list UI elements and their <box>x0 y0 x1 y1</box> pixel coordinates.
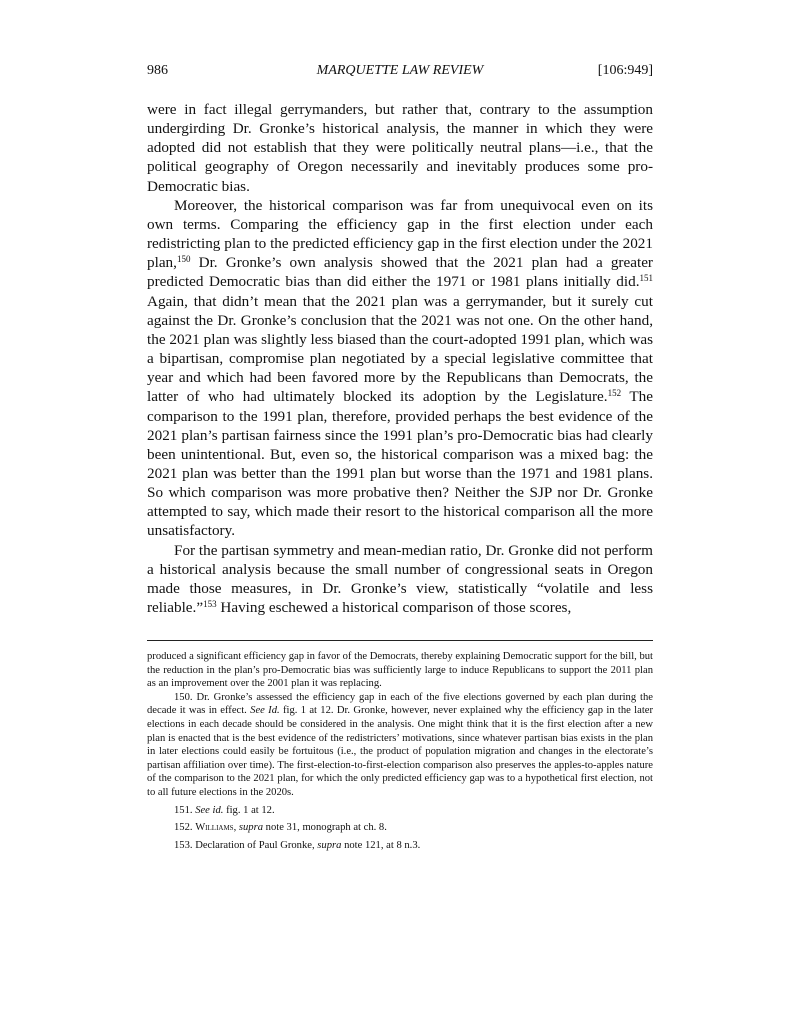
footnote-divider <box>147 640 653 641</box>
footnote-151-signal: See id. <box>195 804 224 816</box>
footnote-150 <box>147 691 653 800</box>
body-text <box>147 100 653 617</box>
paragraph-3-part-b: Having eschewed a historical comparison of those scores, <box>216 599 572 617</box>
footnote-ref-152[interactable]: 152 <box>607 388 622 399</box>
footnote-152-text: note 31, monograph at ch. 8. <box>263 822 387 834</box>
footnote-152-supra: supra <box>238 822 264 834</box>
paragraph-1: were in fact illegal gerrymanders, but rather that, contrary to the assumption undergirding Dr. Gronke’s historical analysis, the manner in which they were adopted did not establish that they were politically neutral plans—i.e., that the political geography of Oregon necessarily and inevitably produces some pro-Democratic bias. <box>147 101 653 195</box>
paragraph-2-part-b: Dr. Gronke’s own analysis showed that the 2021 plan had a greater predicted Democratic bias than did either the 1971 or 1981 plans initially did. <box>147 254 653 291</box>
footnote-151 <box>147 804 653 818</box>
paragraph-2-part-a: Moreover, the historical comparison was far from unequivocal even on its own terms. Comparing the efficiency gap in the first election under each redistricting plan to the predicted efficiency gap in the first election under the 2021 plan, <box>147 196 653 272</box>
footnote-152 <box>147 821 653 835</box>
footnote-151-number: 151. <box>174 804 196 816</box>
volume-citation: [106:949] <box>597 63 653 78</box>
footnote-153-supra: supra <box>317 839 342 851</box>
footnote-continuation: produced a significant efficiency gap in favor of the Democrats, thereby explaining Democratic support for the bill, but the reduction in the plan’s pro-Democratic bias was sufficiently large to induce Republicans to support the 2011 plan as an improvement over the 2001 plan it was replacing. <box>147 651 653 690</box>
paragraph-2-part-c: Again, that didn’t mean that the 2021 plan was a gerrymander, but it surely cut against the Dr. Gronke’s conclusion that the 2021 was not one. On the other hand, the 2021 plan was slightly less biased than the court-adopted 1991 plan, which was a bipartisan, compromise plan negotiated by a special legislative committee that year and which had been favored more by the Republicans than Democrats, the latter of who had ultimately blocked its adoption by the Legislature. <box>147 292 653 406</box>
footnote-150-signal: See Id. <box>250 705 280 717</box>
journal-title: MARQUETTE LAW REVIEW <box>316 63 484 78</box>
footnote-152-comma: , <box>233 822 239 834</box>
footnote-ref-153[interactable]: 153 <box>203 599 217 610</box>
footnote-152-number: 152. <box>174 822 196 834</box>
footnote-150-part-b: fig. 1 at 12. Dr. Gronke, however, never explained why the efficiency gap in the later elections in each decade should be considered in the analysis. One might think that it is the first election after a new plan is enacted that is the best evidence of the redistricters’ motivations, since whatever partisan bias exists in the plan in later elections could easily be fortuitous (i.e., the product of population migration and changes in the electorate’s partisan affiliation over time). The first-election-to-first-election comparison also preserves the apples-to-apples nature of the comparison to the 2021 plan, for which the only predicted efficiency gap was to a hypothetical first election, not to all future elections in the 2020s. <box>147 705 654 798</box>
footnote-153 <box>147 839 653 853</box>
footnote-153-part-a: 153. Declaration of Paul Gronke, <box>174 839 318 851</box>
footnote-ref-151[interactable]: 151 <box>639 273 653 284</box>
footnote-151-text: fig. 1 at 12. <box>223 804 275 816</box>
footnote-150-part-a: 150. Dr. Gronke’s assessed the efficiency gap in each of the five elections governed by each plan during the decade it was in effect. <box>147 691 653 717</box>
paragraph-2-part-d: The comparison to the 1991 plan, therefore, provided perhaps the best evidence of the 2021 plan’s partisan fairness since the 1991 plan’s pro-Democratic bias had clearly been unintentional. But, even so, the historical comparison was a mixed bag: the 2021 plan was better than the 1991 plan but worse than the 1971 and 1981 plans. So which comparison was more probative then? Neither the SJP nor Dr. Gronke attempted to say, which made their resort to the historical comparison all the more unsatisfactory. <box>147 388 653 540</box>
footnotes <box>147 650 653 852</box>
paragraph-3 <box>147 541 653 618</box>
footnote-ref-150[interactable]: 150 <box>176 254 191 265</box>
paragraph-2 <box>147 196 653 541</box>
footnote-153-part-b: note 121, at 8 n.3. <box>341 839 421 851</box>
paragraph-3-part-a: For the partisan symmetry and mean-median ratio, Dr. Gronke did not perform a historical analysis because the small number of congressional seats in Oregon made those measures, in Dr. Gronke’s view, statistically “volatile and less reliable.” <box>147 541 653 617</box>
footnote-152-author: Williams <box>195 822 234 834</box>
page-number: 986 <box>147 63 168 78</box>
